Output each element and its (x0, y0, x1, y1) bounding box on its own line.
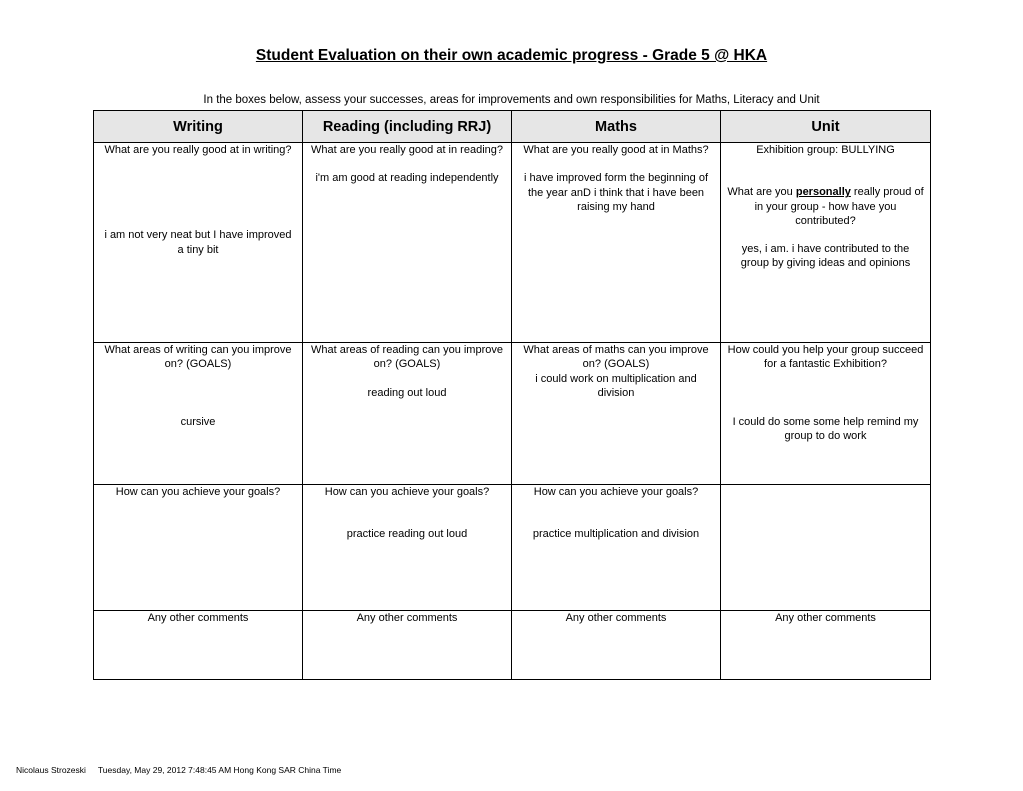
table-row-comments (94, 611, 931, 680)
table-row-achieve (94, 485, 931, 611)
cell-unit-comments (721, 611, 931, 680)
page-title: Student Evaluation on their own academic progress - Grade 5 @ HKA (255, 47, 768, 64)
cell-maths-achieve (512, 485, 721, 611)
table-row-goals (94, 343, 931, 485)
header-row (94, 111, 931, 143)
cell-unit-goals (721, 343, 931, 485)
cell-writing-comments (94, 611, 303, 680)
unit-question-pre: What are you (727, 186, 796, 199)
cell-reading-strengths (303, 143, 512, 343)
cell-maths-goals (512, 343, 721, 485)
unit-question-emphasis: personally (795, 186, 851, 199)
cell-reading-comments (303, 611, 512, 680)
instructions-text: In the boxes below, assess your successes, areas for improvements and own responsibilities for Maths, Literacy and Unit (203, 94, 820, 106)
maths-comments-label: Any other comments (565, 612, 667, 624)
unit-group-label: Exhibition group: BULLYING (756, 144, 895, 156)
unit-question-post: really proud of in your group - how have you contributed? (754, 186, 924, 227)
maths-achieve-answer: practice multiplication and division (532, 528, 700, 541)
writing-goals-question: What areas of writing can you improve on? (GOALS) (104, 344, 292, 371)
reading-goals-answer: reading out loud (367, 386, 447, 399)
maths-achieve-question: How can you achieve your goals? (533, 486, 699, 498)
unit-goals-answer: I could do some some help remind my group to do work (732, 415, 919, 442)
writing-comments-label: Any other comments (147, 612, 249, 624)
cell-writing-strengths (94, 143, 303, 343)
footer-timestamp: Tuesday, May 29, 2012 7:48:45 AM Hong Kong SAR China Time (97, 765, 342, 775)
reading-achieve-question: How can you achieve your goals? (324, 486, 490, 498)
maths-strengths-answer: i have improved form the beginning of the year anD i think that i have been raising my hand (523, 172, 709, 213)
reading-comments-label: Any other comments (356, 612, 458, 624)
header-unit: Unit (721, 111, 931, 143)
reading-strengths-question: What are you really good at in reading? (310, 144, 503, 156)
cell-unit-strengths (721, 143, 931, 343)
cell-writing-goals (94, 343, 303, 485)
cell-maths-comments (512, 611, 721, 680)
writing-strengths-answer: i am not very neat but I have improved a tiny bit (104, 229, 292, 256)
maths-strengths-question: What are you really good at in Maths? (523, 144, 709, 156)
reading-achieve-answer: practice reading out loud (346, 528, 468, 541)
cell-reading-achieve (303, 485, 512, 611)
cell-writing-achieve (94, 485, 303, 611)
unit-strengths-answer: yes, i am. i have contributed to the group by giving ideas and opinions (740, 243, 911, 270)
maths-goals-answer: i could work on multiplication and division (535, 372, 697, 399)
writing-goals-answer: cursive (180, 415, 216, 428)
unit-comments-label: Any other comments (775, 612, 876, 624)
footer-author: Nicolaus Strozeski (16, 765, 86, 775)
page-footer (16, 765, 341, 775)
writing-strengths-question: What are you really good at in writing? (104, 144, 292, 156)
header-reading: Reading (including RRJ) (303, 111, 512, 143)
cell-maths-strengths (512, 143, 721, 343)
header-writing: Writing (94, 111, 303, 143)
cell-unit-achieve (721, 485, 931, 611)
unit-goals-question: How could you help your group succeed for a fantastic Exhibition? (727, 344, 924, 371)
evaluation-table (93, 110, 931, 680)
header-maths: Maths (512, 111, 721, 143)
writing-achieve-question: How can you achieve your goals? (115, 486, 281, 498)
table-row-strengths (94, 143, 931, 343)
unit-strengths-question (727, 185, 924, 228)
reading-goals-question: What areas of reading can you improve on? (GOALS) (311, 344, 503, 371)
cell-reading-goals (303, 343, 512, 485)
reading-strengths-answer: i'm am good at reading independently (315, 172, 499, 185)
maths-goals-question: What areas of maths can you improve on? (GOALS) (523, 344, 709, 371)
